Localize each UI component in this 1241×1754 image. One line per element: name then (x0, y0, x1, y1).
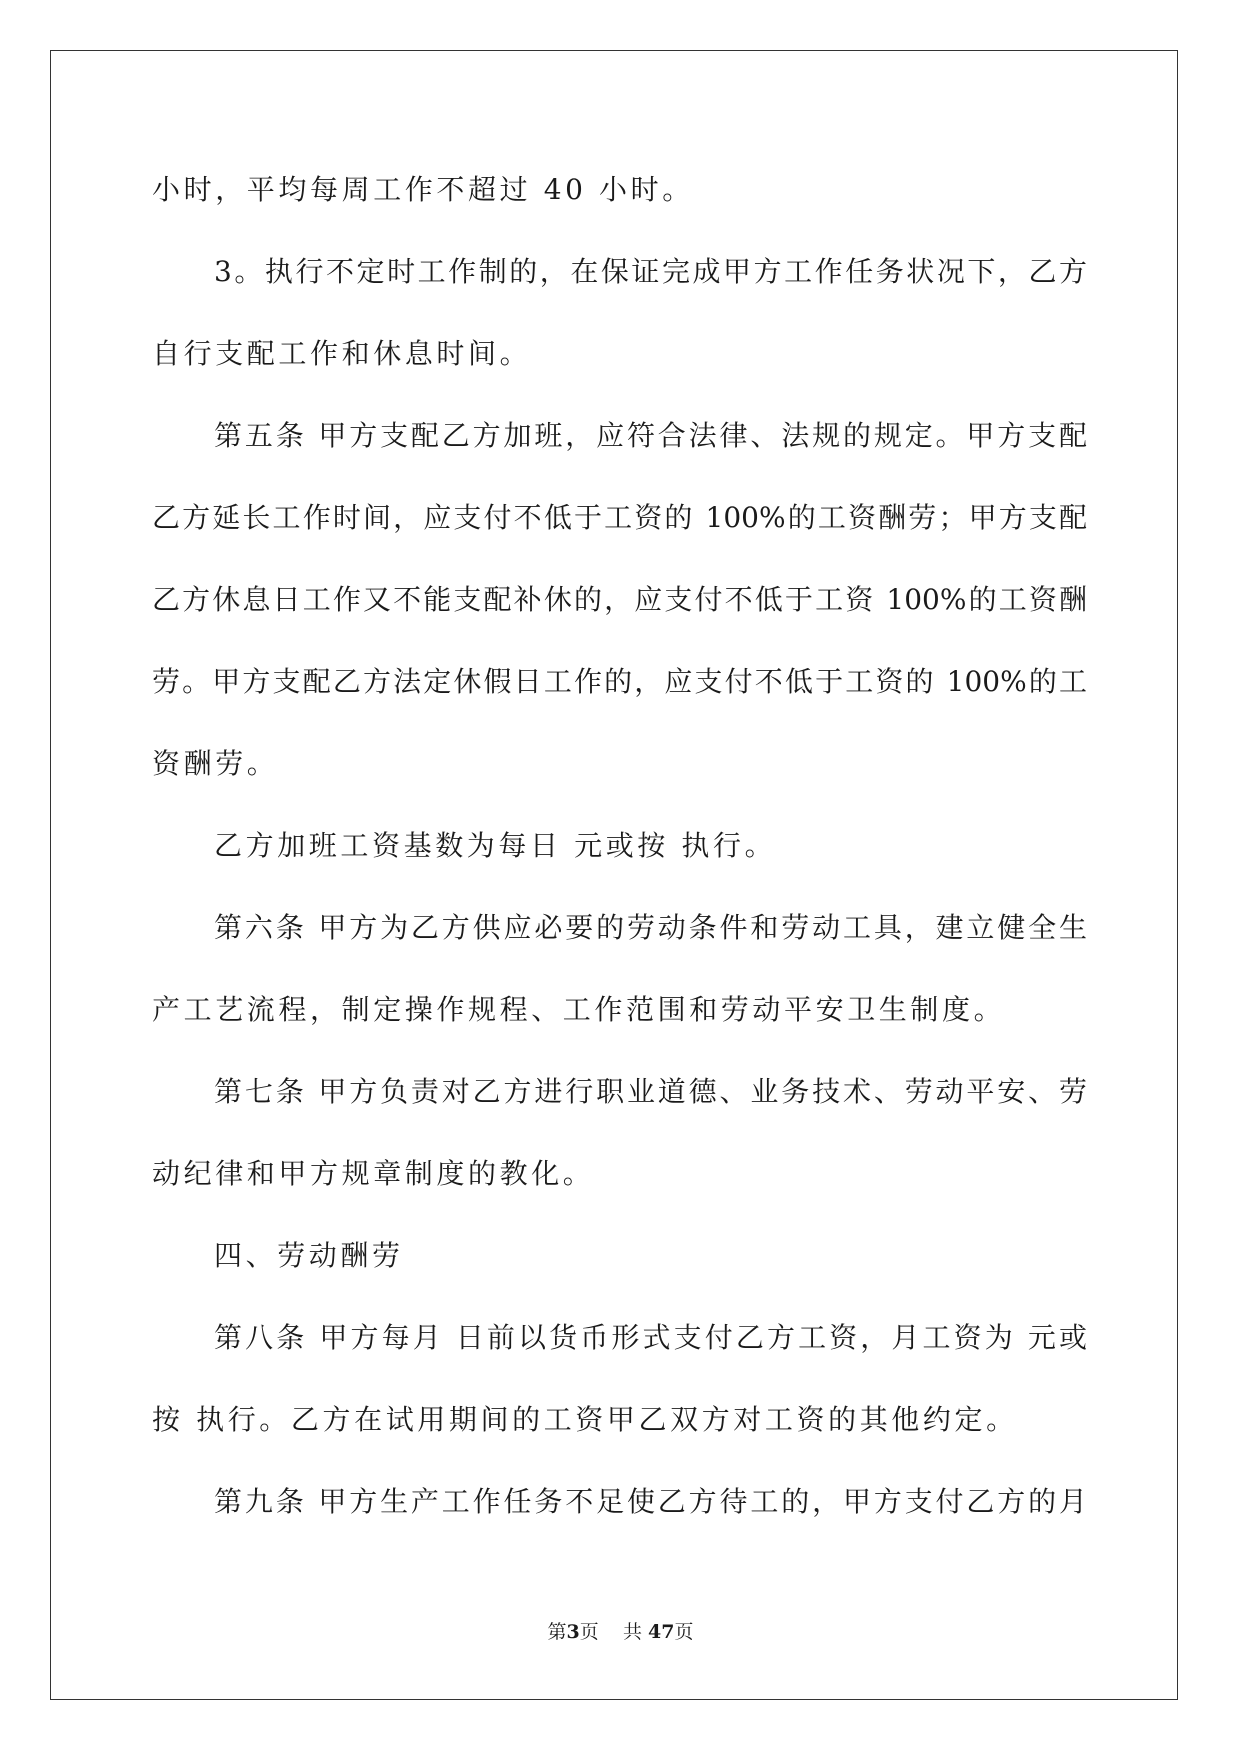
total-pages: 47 (648, 1621, 675, 1643)
page-border (50, 50, 1178, 1700)
text-line: 第六条 甲方为乙方供应必要的劳动条件和劳动工具，建立健全生 (214, 911, 1087, 944)
text-line: 自行支配工作和休息时间。 (152, 337, 532, 370)
text-line: 动纪律和甲方规章制度的教化。 (152, 1157, 595, 1190)
page-prefix: 第 (547, 1621, 567, 1643)
page-suffix: 页 (579, 1621, 599, 1643)
text-line: 资酬劳。 (152, 747, 279, 780)
text-line: 小时，平均每周工作不超过 40 小时。 (152, 173, 694, 206)
page-number: 3 (566, 1621, 580, 1643)
total-suffix: 页 (674, 1621, 694, 1643)
text-line: 第九条 甲方生产工作任务不足使乙方待工的，甲方支付乙方的月 (214, 1485, 1087, 1518)
text-line: 第八条 甲方每月 日前以货币形式支付乙方工资，月工资为 元或 (214, 1321, 1087, 1354)
text-line: 第五条 甲方支配乙方加班，应符合法律、法规的规定。甲方支配 (214, 419, 1087, 452)
text-line: 劳。甲方支配乙方法定休假日工作的，应支付不低于工资的 100%的工 (152, 665, 1087, 698)
text-line: 3。执行不定时工作制的，在保证完成甲方工作任务状况下，乙方 (214, 255, 1087, 288)
text-line: 按 执行。乙方在试用期间的工资甲乙双方对工资的其他约定。 (152, 1403, 1018, 1436)
text-line: 乙方加班工资基数为每日 元或按 执行。 (214, 829, 777, 862)
text-line: 第七条 甲方负责对乙方进行职业道德、业务技术、劳动平安、劳 (214, 1075, 1087, 1108)
text-line: 产工艺流程，制定操作规程、工作范围和劳动平安卫生制度。 (152, 993, 1006, 1026)
text-line: 乙方延长工作时间，应支付不低于工资的 100%的工资酬劳；甲方支配 (152, 501, 1087, 534)
total-prefix: 共 (622, 1621, 642, 1643)
section-heading: 四、劳动酬劳 (214, 1239, 404, 1272)
page-footer (0, 1620, 1241, 1644)
text-line: 乙方休息日工作又不能支配补休的，应支付不低于工资 100%的工资酬 (152, 583, 1087, 616)
